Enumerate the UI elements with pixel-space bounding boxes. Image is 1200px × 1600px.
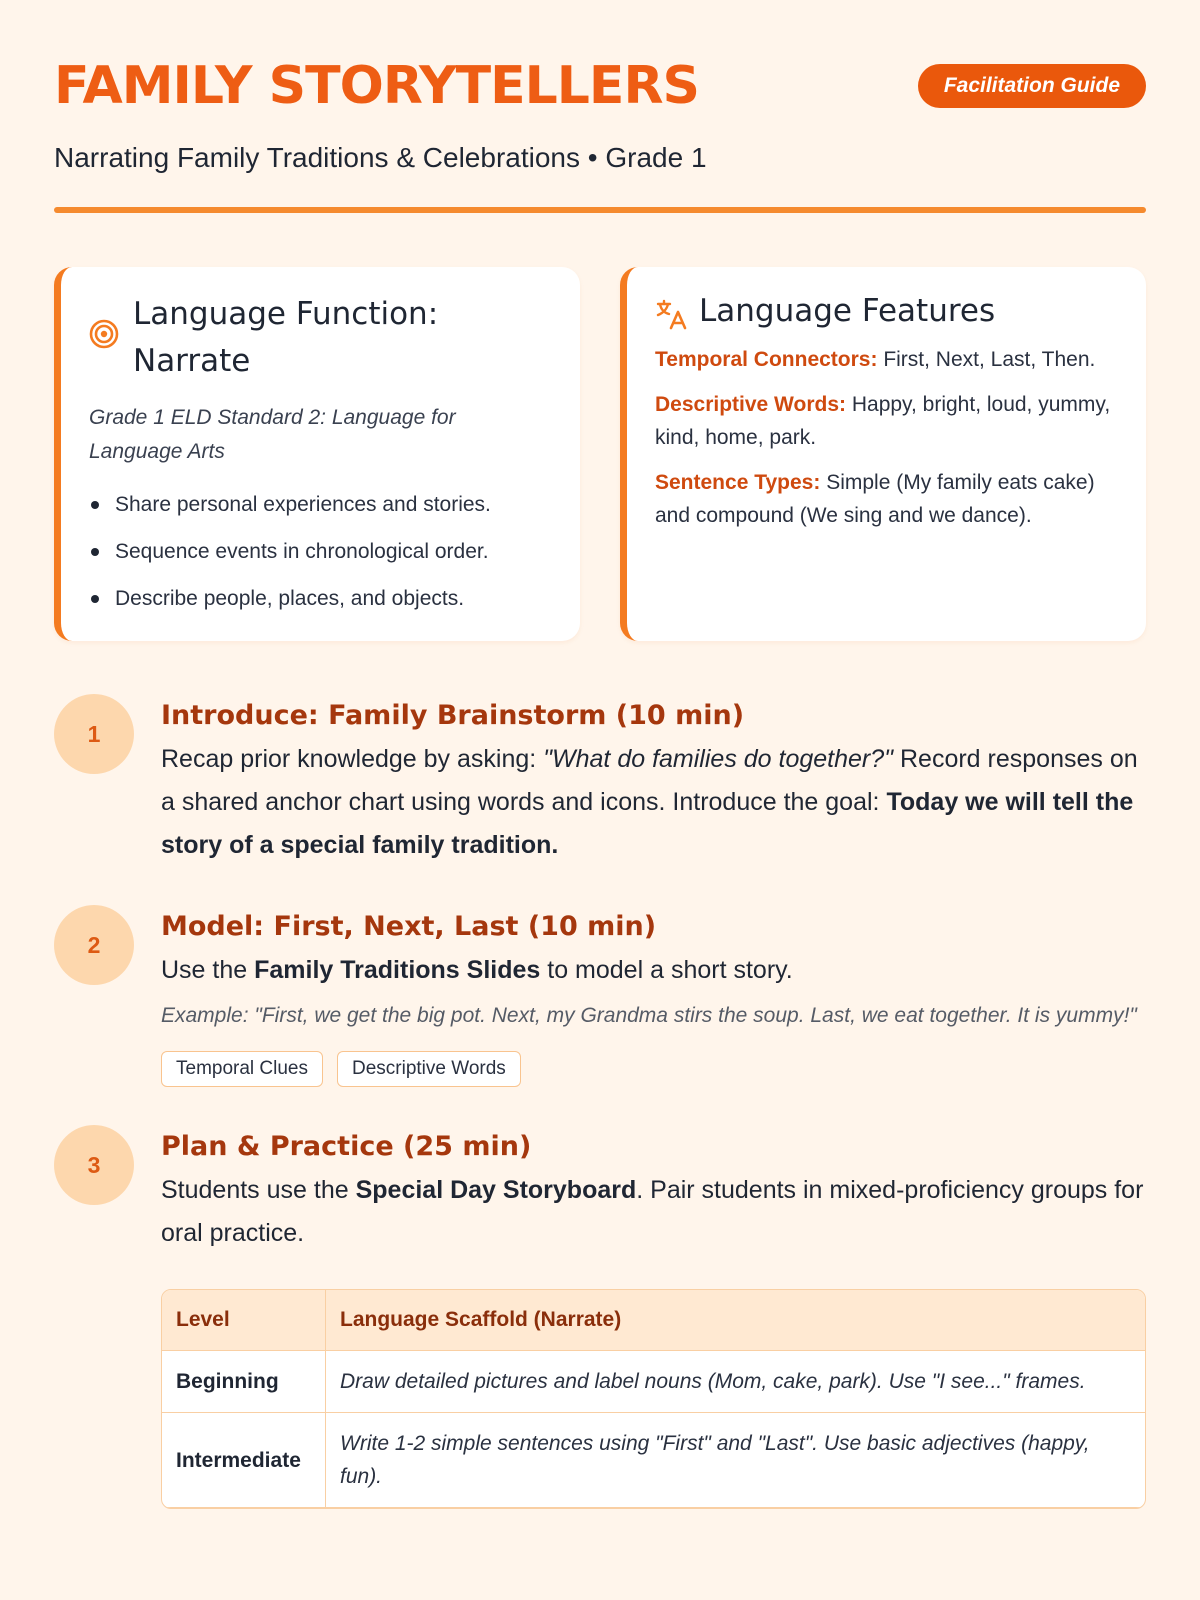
target-icon <box>89 317 123 351</box>
step-body: Students use the Special Day Storyboard. Pair students in mixed-proficiency groups for oral practice. <box>161 1176 1144 1247</box>
step-title: Introduce: Family Brainstorm (10 min) <box>161 700 745 731</box>
facilitation-guide-badge: Facilitation Guide <box>918 64 1146 108</box>
step-number: 2 <box>54 905 134 985</box>
language-function-card <box>54 267 580 641</box>
step-number: 1 <box>54 694 134 774</box>
step-number: 3 <box>54 1125 134 1205</box>
tag-temporal-clues: Temporal Clues <box>161 1051 323 1087</box>
model-example: Example: "First, we get the big pot. Next, my Grandma stirs the soup. Last, we eat together. It is yummy!" <box>161 1004 1137 1027</box>
page-header <box>54 0 1146 210</box>
language-function-title: Language Function: Narrate <box>133 296 439 379</box>
tag-list <box>161 1051 1146 1087</box>
tag-descriptive-words: Descriptive Words <box>337 1051 521 1087</box>
function-bullet-list <box>89 481 550 622</box>
step-3-plan-practice <box>54 1125 1146 1509</box>
step-2-model <box>54 905 1146 1087</box>
scaffold-cell: Draw detailed pictures and label nouns (Mom, cake, park). Use "I see..." frames. <box>326 1351 1145 1413</box>
list-item: Share personal experiences and stories. <box>89 481 550 528</box>
column-header-level: Level <box>162 1290 326 1351</box>
step-title: Plan & Practice (25 min) <box>161 1131 532 1162</box>
list-item: Describe people, places, and objects. <box>89 575 550 622</box>
list-item: Sequence events in chronological order. <box>89 528 550 575</box>
level-cell: Intermediate <box>162 1413 326 1508</box>
table-row <box>162 1413 1145 1508</box>
step-body: Use the Family Traditions Slides to model a short story. <box>161 956 793 984</box>
scaffold-table <box>161 1289 1146 1509</box>
overview-cards <box>54 267 1146 641</box>
step-1-introduce <box>54 694 1146 867</box>
level-cell: Beginning <box>162 1351 326 1413</box>
translate-icon <box>655 297 689 331</box>
language-features-card <box>620 267 1146 641</box>
lesson-steps <box>54 694 1146 1509</box>
step-body: Recap prior knowledge by asking: "What do families do together?" Record responses on a shared anchor chart using words and icons. Introduce the goal: Today we will tell the story of a special family tradition. <box>161 745 1138 859</box>
column-header-scaffold: Language Scaffold (Narrate) <box>326 1290 1145 1351</box>
page-title: FAMILY STORYTELLERS <box>54 56 699 116</box>
feature-descriptive-words: Descriptive Words: Happy, bright, loud, yummy, kind, home, park. <box>655 393 1111 449</box>
feature-temporal-connectors: Temporal Connectors: First, Next, Last, Then. <box>655 348 1096 371</box>
scaffold-cell: Write 1-2 simple sentences using "First" and "Last". Use basic adjectives (happy, fun). <box>326 1413 1145 1508</box>
table-header-row <box>162 1290 1145 1351</box>
table-row <box>162 1351 1145 1413</box>
page-subtitle: Narrating Family Traditions & Celebrations • Grade 1 <box>54 142 707 173</box>
header-divider <box>54 207 1146 213</box>
feature-sentence-types: Sentence Types: Simple (My family eats cake) and compound (We sing and we dance). <box>655 471 1095 527</box>
eld-standard: Grade 1 ELD Standard 2: Language for Language Arts <box>89 406 456 463</box>
step-title: Model: First, Next, Last (10 min) <box>161 911 657 942</box>
language-features-title: Language Features <box>699 293 996 329</box>
